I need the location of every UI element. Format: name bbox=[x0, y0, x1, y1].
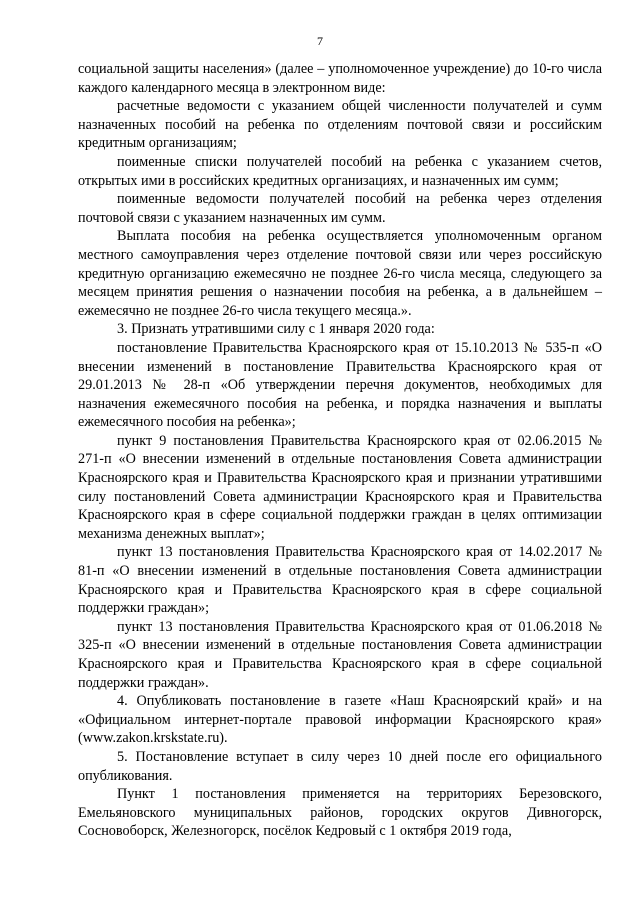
paragraph: пункт 9 постановления Правительства Красноярского края от 02.06.2015 № 271-п «О внесении изменений в отдельные постановления Совета администрации Красноярского края и Правительства Красноярского края и признании утратившими силу постановлений Совета администрации Красноярского края и Правительства Красноярского края в сфере социальной поддержки граждан в целях оптимизации механизма денежных выплат»; bbox=[78, 432, 602, 542]
paragraph: пункт 13 постановления Правительства Красноярского края от 01.06.2018 № 325-п «О внесении изменений в отдельные постановления Совета администрации Красноярского края и Правительства Красноярского края в сфере социальной поддержки граждан». bbox=[78, 618, 602, 691]
page-number: 7 bbox=[317, 34, 323, 48]
paragraph: социальной защиты населения» (далее – уполномоченное учреждение) до 10-го числа каждого календарного месяца в электронном виде: bbox=[78, 61, 602, 96]
paragraph: Пункт 1 постановления применяется на территориях Березовского, Емельяновского муниципальных районов, городских округов Дивногорск, Сосновоборск, Железногорск, посёлок Кедровый с 1 октября 2019 года, bbox=[78, 786, 602, 840]
paragraph: Выплата пособия на ребенка осуществляется уполномоченным органом местного самоуправления через отделение почтовой связи или через российскую кредитную организацию ежемесячно не позднее 26-го числа месяца, следующего за месяцем принятия решения о назначении пособия на ребенка, а в дальнейшем – ежемесячно не позднее 26-го числа текущего месяца.». bbox=[78, 228, 602, 319]
paragraph: пункт 13 постановления Правительства Красноярского края от 14.02.2017 № 81-п «О внесении изменений в отдельные постановления Совета администрации Красноярского края и Правительства Красноярского края в сфере социальной поддержки граждан»; bbox=[78, 544, 602, 617]
paragraph: 3. Признать утратившими силу с 1 января 2020 года: bbox=[117, 321, 435, 338]
document-body bbox=[78, 60, 602, 841]
paragraph: 4. Опубликовать постановление в газете «Наш Красноярский край» и на «Официальном интернет-портале правовой информации Красноярского края» (www.zakon.krskstate.ru). bbox=[78, 693, 602, 747]
paragraph: 5. Постановление вступает в силу через 10 дней после его официального опубликования. bbox=[78, 748, 602, 784]
paragraph: расчетные ведомости с указанием общей численности получателей и сумм назначенных пособий на ребенка по отделениям почтовой связи и российским кредитным организациям; bbox=[78, 98, 602, 152]
paragraph: поименные списки получателей пособий на ребенка с указанием счетов, открытых ими в российских кредитных организациях, и назначенных им сумм; bbox=[78, 153, 602, 189]
paragraph: поименные ведомости получателей пособий на ребенка через отделения почтовой связи с указанием назначенных им сумм. bbox=[78, 191, 602, 226]
paragraph: постановление Правительства Красноярского края от 15.10.2013 № 535-п «О внесении изменений в постановление Правительства Красноярского края от 29.01.2013 № 28-п «Об утверждении перечня документов, необходимых для назначения ежемесячного пособия на ребенка, и порядка назначения и выплаты ежемесячного пособия на ребенка»; bbox=[78, 339, 602, 431]
